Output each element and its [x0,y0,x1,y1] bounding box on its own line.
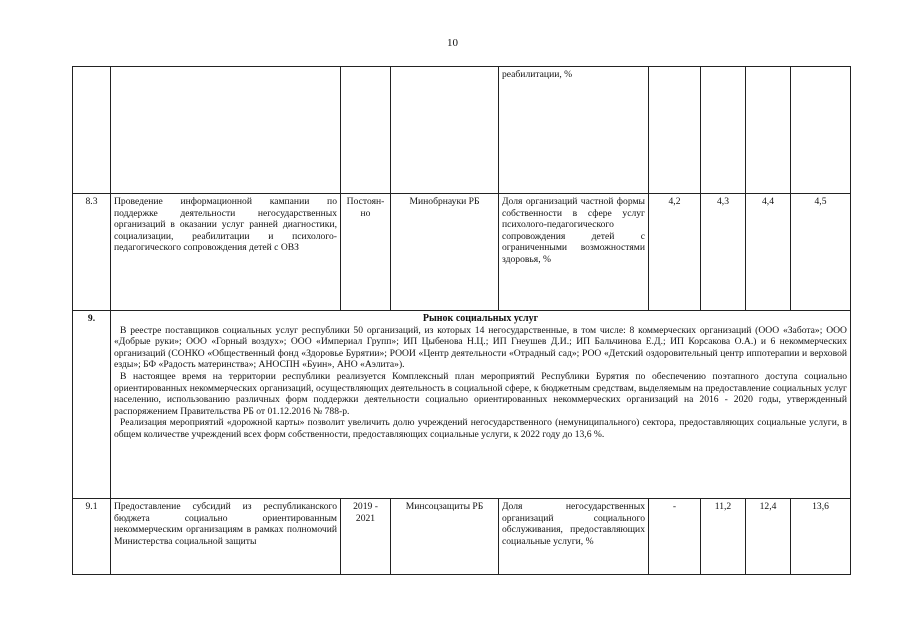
indicator: Доля организаций частной формы собственности в сфере услуг психолого-педагогического сопровождения детей с ограниченными возможностями здоровья, % [499,194,649,311]
value-year-4: 13,6 [791,499,851,575]
value-year-1: - [649,499,701,575]
cell-num [73,67,111,194]
cell-value [746,67,791,194]
executor: Минобрнауки РБ [391,194,499,311]
page-number: 10 [447,37,458,49]
cell-term [341,67,391,194]
table-row-continuation [73,67,851,194]
cell-value [701,67,746,194]
value-year-3: 4,4 [746,194,791,311]
section-title: Рынок социальных услуг [422,313,539,324]
cell-value [791,67,851,194]
table-row-8-3 [73,194,851,311]
term: 2019 - 2021 [341,499,391,575]
event-description: Проведение информационной кампании по поддержке деятельности негосударственных организаций в оказании услуг ранней диагностики, социализации, реабилитации и психолого-педагогического сопровождения детей с ОВЗ [111,194,341,311]
executor: Минсоцзащиты РБ [391,499,499,575]
cell-indicator [499,67,649,194]
section-number: 9. [73,311,111,499]
indicator: Доля негосударственных организаций социального обслуживания, предоставляющих социальные услуги, % [499,499,649,575]
term: Постоян-но [341,194,391,311]
section-paragraph-1: В реестре поставщиков социальных услуг республики 50 организаций, из которых 14 негосударственные, в том числе: 8 коммерческих организаций (ООО «Забота»; ООО «Добрые руки»; ООО «Горный воздух»; ООО «Империал Групп»; ИП Цыбенова Н.Ц.; ИП Гнеушев Д.И.; ИП Бальчинова Е.Д.; ИП Корсакова О.А.) и 6 некоммерческих организаций (СОНКО «Общественный фонд «Здоровье Бурятии»; РООИ «Центр деятельности «Отрадный сад»; РОО «Детский оздоровительный центр иппотерапии и верховой езды»; БФ «Радость материнства»; АНОСПН «Буин», АНО «Аэлита»). [114,324,847,371]
cell-event [111,67,341,194]
indicator-text: реабилитации, % [502,69,573,80]
value-year-1: 4,2 [649,194,701,311]
section-paragraph-3: Реализация мероприятий «дорожной карты» позволит увеличить долю учреждений негосударственного (немуниципального) сектора, предоставляющих социальные услуги, в общем количестве учреждений всех форм собственности, предоставляющих социальные услуги, к 2022 году до 13,6 %. [114,417,847,440]
event-description: Предоставление субсидий из республиканского бюджета социально ориентированным некоммерческим организациям в рамках полномочий Министерства социальной защиты [111,499,341,575]
section-row-9 [73,311,851,499]
value-year-3: 12,4 [746,499,791,575]
measures-table [72,66,851,575]
row-number: 9.1 [73,499,111,575]
section-paragraph-2: В настоящее время на территории республики реализуется Комплексный план мероприятий Республики Бурятия по обеспечению поэтапного доступа социально ориентированных некоммерческих организаций, осуществляющих деятельность в социальной сфере, к бюджетным средствам, выделяемым на предоставление социальных услуг населению, использованию различных форм поддержки деятельности социально ориентированных некоммерческих организаций на 2016 - 2020 годы, утвержденный распоряжением Правительства РБ от 01.12.2016 № 788-р. [114,370,847,417]
table-row-9-1 [73,499,851,575]
cell-value [649,67,701,194]
value-year-4: 4,5 [791,194,851,311]
value-year-2: 4,3 [701,194,746,311]
value-year-2: 11,2 [701,499,746,575]
row-number: 8.3 [73,194,111,311]
section-content [111,311,851,499]
cell-executor [391,67,499,194]
